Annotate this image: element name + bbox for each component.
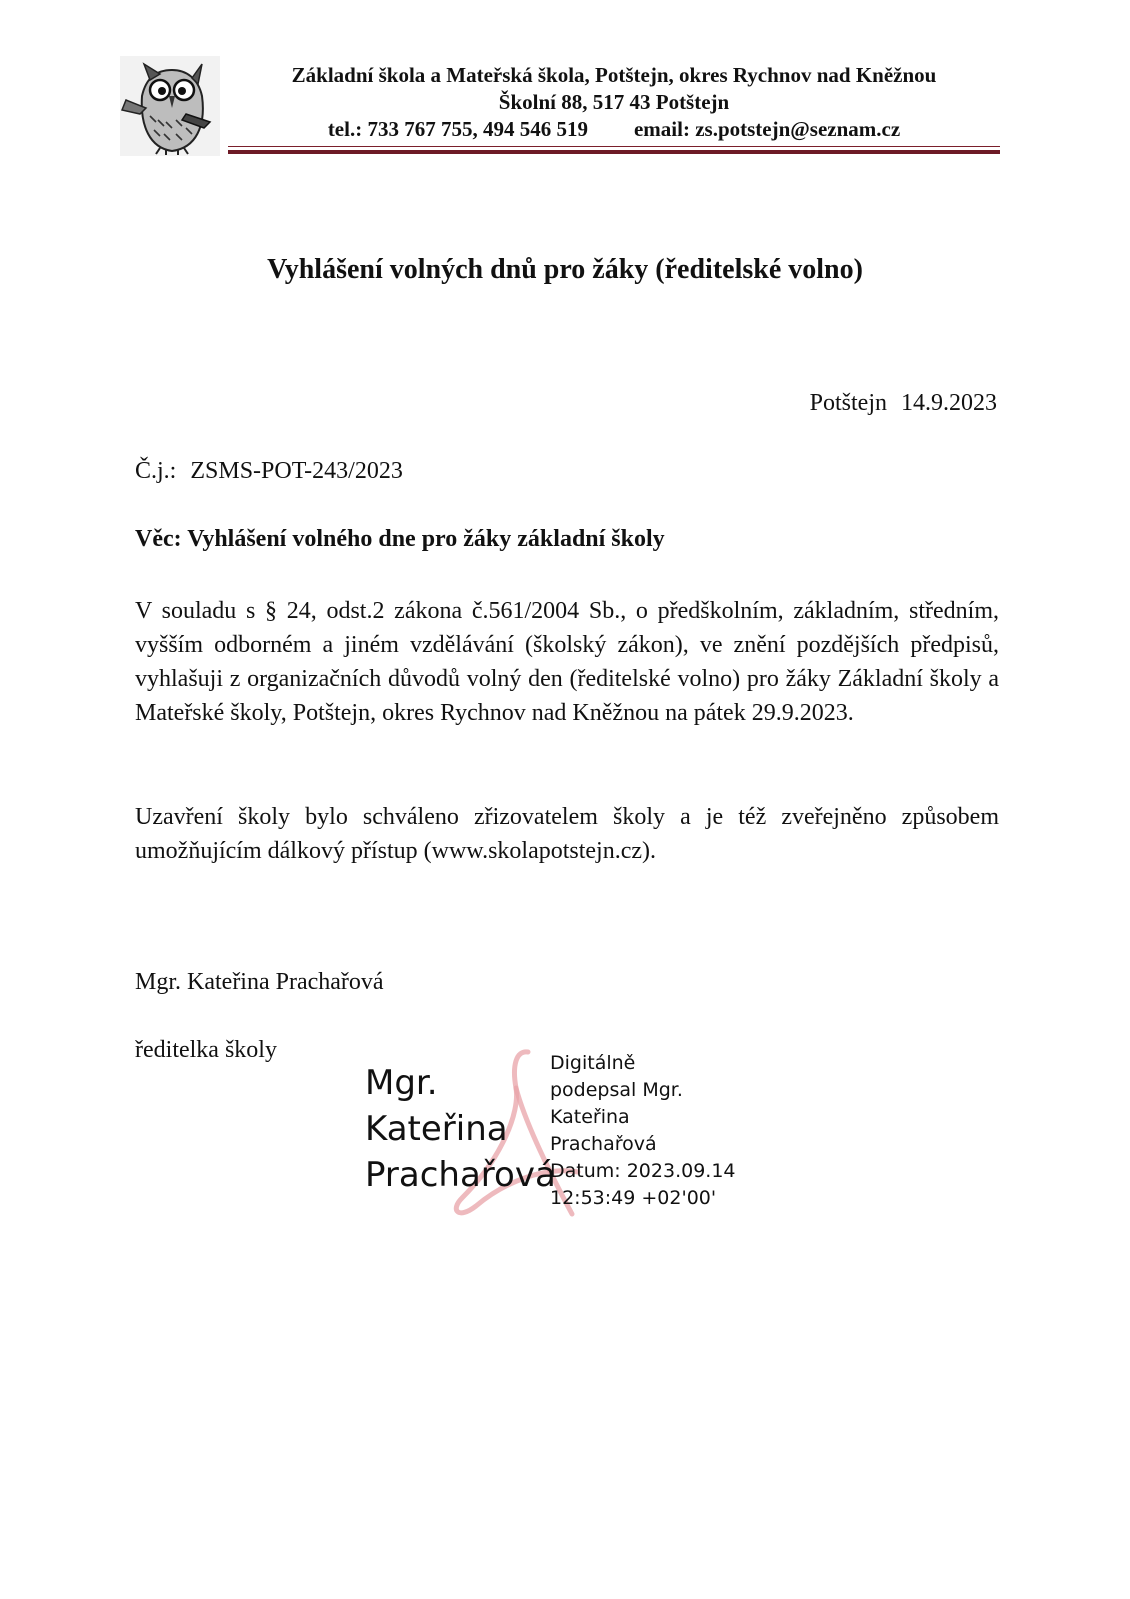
document-title: Vyhlášení volných dnů pro žáky (ředitelské volno) [267,254,863,285]
body-paragraph-2: Uzavření školy bylo schváleno zřizovatelem školy a je též zveřejněno způsobem umožňujícím dálkový přístup (www.skolapotstejn.cz). [135,804,999,864]
signature-detail-line: 12:53:49 +02'00' [550,1187,717,1209]
signature-detail-line: Prachařová [550,1133,657,1155]
letterhead [228,62,1000,143]
place-date [810,390,997,417]
date: 14.9.2023 [901,390,997,416]
email-address: email: zs.potstejn@seznam.cz [633,117,901,141]
header-rule-thick [228,150,1000,154]
signature-detail-line: Kateřina [550,1106,630,1128]
signature-detail-line: podepsal Mgr. [550,1079,683,1101]
signature-detail-line: Digitálně [550,1052,636,1074]
reference-label: Č.j.: [135,458,177,484]
reference-number [135,458,403,485]
owl-logo-icon [120,56,220,156]
phone-numbers: tel.: 733 767 755, 494 546 519 [327,117,588,141]
signature-details [550,1050,736,1212]
reference-value: ZSMS-POT-243/2023 [190,458,403,484]
signatory-name: Mgr. Kateřina Prachařová [135,969,384,995]
signature-detail-line: Datum: 2023.09.14 [550,1160,736,1182]
signature-name-line: Prachařová [365,1155,556,1195]
header-rule-thin [228,146,1000,147]
subject-line: Věc: Vyhlášení volného dne pro žáky základní školy [135,526,665,552]
signature-name-line: Mgr. [365,1063,438,1103]
signature-name-line: Kateřina [365,1109,508,1149]
place: Potštejn [809,390,887,416]
signature-name [365,1060,556,1198]
contact-line [228,116,1000,143]
school-address: Školní 88, 517 43 Potštejn [498,90,730,114]
school-name: Základní škola a Mateřská škola, Potštejn, okres Rychnov nad Kněžnou [291,63,937,87]
body-paragraph-1: V souladu s § 24, odst.2 zákona č.561/2004 Sb., o předškolním, základním, středním, vyšším odborném a jiném vzdělávání (školský zákon), ve znění pozdějších předpisů, vyhlašuji z organizačních důvodů volný den (ředitelské volno) pro žáky Základní školy a Mateřské školy, Potštejn, okres Rychnov nad Kněžnou na pátek 29.9.2023. [135,598,999,726]
signatory-role: ředitelka školy [135,1037,277,1063]
